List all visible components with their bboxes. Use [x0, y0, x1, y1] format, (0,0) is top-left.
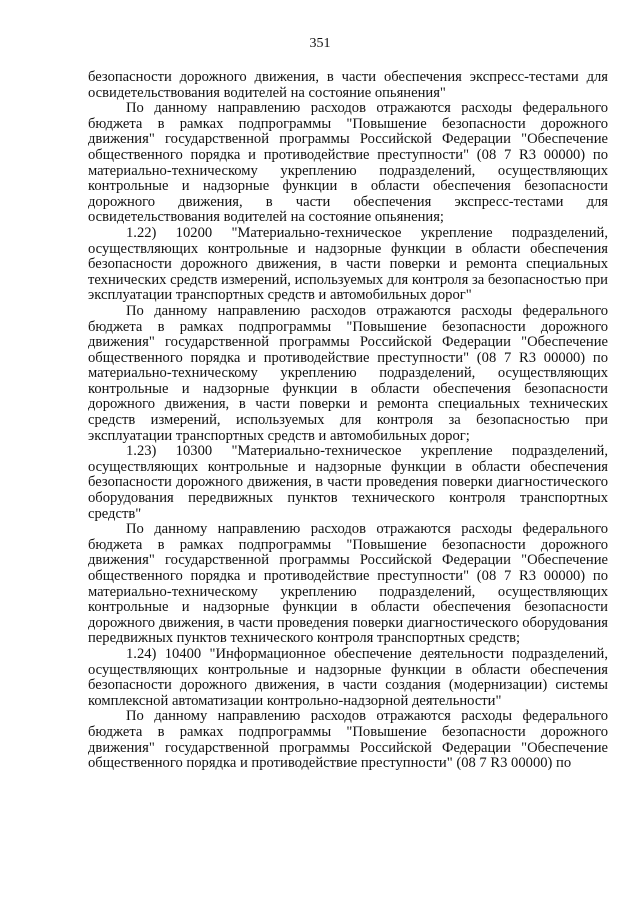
document-body [88, 70, 608, 772]
paragraph-continuation: безопасности дорожного движения, в части обеспечения экспресс-тестами для освидетельствования водителей на состояние опьянения" [88, 69, 608, 101]
paragraph: По данному направлению расходов отражаются расходы федерального бюджета в рамках подпрограммы "Повышение безопасности дорожного движения" государственной программы Российской Федерации "Обеспечение общественного порядка и противодействие преступности" (08 7 R3 00000) по материально-техническому укреплению подразделений, осуществляющих контрольные и надзорные функции в области обеспечения безопасности дорожного движения, в части поверки и ремонта специальных технических средств измерений, используемых для контроля за безопасностью при эксплуатации транспортных средств и автомобильных дорог; [88, 302, 608, 444]
paragraph-item-1-22: 1.22) 10200 "Материально-техническое укрепление подразделений, осуществляющих контрольные и надзорные функции в области обеспечения безопасности дорожного движения, в части поверки и ремонта специальных технических средств измерений, используемых для контроля за безопасностью при эксплуатации транспортных средств и автомобильных дорог" [88, 224, 608, 304]
paragraph-item-1-24: 1.24) 10400 "Информационное обеспечение деятельности подразделений, осуществляющих контрольные и надзорные функции в области обеспечения безопасности дорожного движения, в части создания (модернизации) системы комплексной автоматизации контрольно-надзорной деятельности" [88, 645, 608, 709]
paragraph: По данному направлению расходов отражаются расходы федерального бюджета в рамках подпрограммы "Повышение безопасности дорожного движения" государственной программы Российской Федерации "Обеспечение общественного порядка и противодействие преступности" (08 7 R3 00000) по материально-техническому укреплению подразделений, осуществляющих контрольные и надзорные функции в области обеспечения безопасности дорожного движения, в части проведения поверки диагностического оборудования передвижных пунктов технического контроля транспортных средств; [88, 521, 608, 647]
paragraph: По данному направлению расходов отражаются расходы федерального бюджета в рамках подпрограммы "Повышение безопасности дорожного движения" государственной программы Российской Федерации "Обеспечение общественного порядка и противодействие преступности" (08 7 R3 00000) по [88, 708, 608, 772]
page-number: 351 [309, 36, 331, 51]
paragraph-item-1-23: 1.23) 10300 "Материально-техническое укрепление подразделений, осуществляющих контрольные и надзорные функции в области обеспечения безопасности дорожного движения, в части проведения поверки диагностического оборудования передвижных пунктов технического контроля транспортных средств" [88, 443, 608, 522]
paragraph: По данному направлению расходов отражаются расходы федерального бюджета в рамках подпрограммы "Повышение безопасности дорожного движения" государственной программы Российской Федерации "Обеспечение общественного порядка и противодействие преступности" (08 7 R3 00000) по материально-техническому укреплению подразделений, осуществляющих контрольные и надзорные функции в области обеспечения безопасности дорожного движения, в части обеспечения экспресс-тестами для освидетельствования водителей на состояние опьянения; [88, 100, 608, 226]
